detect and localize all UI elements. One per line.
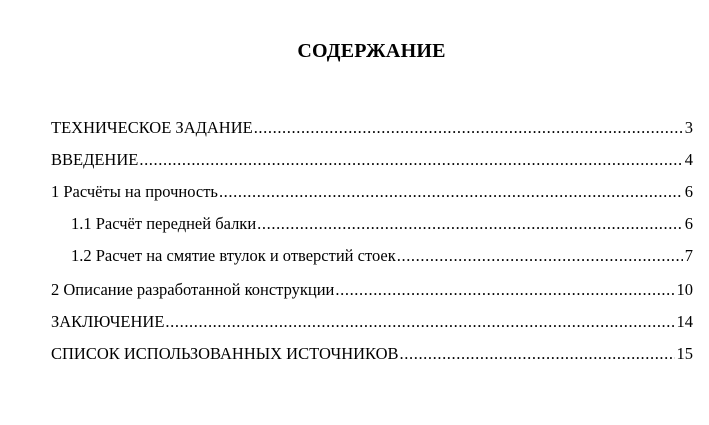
toc-entry-references[interactable] — [51, 344, 693, 364]
toc-page-number: 7 — [684, 246, 693, 265]
toc-entry-text: ЗАКЛЮЧЕНИЕ — [51, 312, 165, 331]
page-title: СОДЕРЖАНИЕ — [297, 40, 446, 62]
toc-page-number: 4 — [684, 150, 693, 169]
toc-leader-dots — [165, 312, 674, 332]
toc-entry-text: СПИСОК ИСПОЛЬЗОВАННЫХ ИСТОЧНИКОВ — [51, 344, 399, 363]
toc-entry-strength-calculations[interactable] — [51, 182, 693, 202]
toc-entry-text: ТЕХНИЧЕСКОЕ ЗАДАНИЕ — [51, 118, 253, 137]
toc-entry-front-beam[interactable] — [71, 214, 693, 234]
toc-leader-dots — [397, 246, 683, 266]
toc-page-number: 6 — [684, 182, 693, 201]
toc-page-number: 14 — [676, 312, 693, 331]
toc-page-number: 6 — [684, 214, 693, 233]
toc-entry-text: 1.1 Расчёт передней балки — [71, 214, 257, 233]
toc-entry-technical-task[interactable] — [51, 118, 693, 138]
toc-leader-dots — [219, 182, 683, 202]
toc-leader-dots — [400, 344, 675, 364]
toc-page-number: 15 — [676, 344, 693, 363]
toc-page-number: 10 — [676, 280, 693, 299]
toc-entry-text: 2 Описание разработанной конструкции — [51, 280, 335, 299]
toc-entry-text: ВВЕДЕНИЕ — [51, 150, 139, 169]
toc-leader-dots — [139, 150, 682, 170]
toc-entry-text: 1 Расчёты на прочность — [51, 182, 218, 201]
toc-entry-bushing-crush[interactable] — [71, 246, 693, 266]
toc-entry-text: 1.2 Расчет на смятие втулок и отверстий стоек — [71, 246, 396, 265]
toc-entry-conclusion[interactable] — [51, 312, 693, 332]
toc-entry-introduction[interactable] — [51, 150, 693, 170]
toc-entry-design-description[interactable] — [51, 280, 693, 300]
toc-page-number: 3 — [684, 118, 693, 137]
toc-leader-dots — [335, 280, 674, 300]
toc-leader-dots — [254, 118, 683, 138]
toc-leader-dots — [257, 214, 683, 234]
